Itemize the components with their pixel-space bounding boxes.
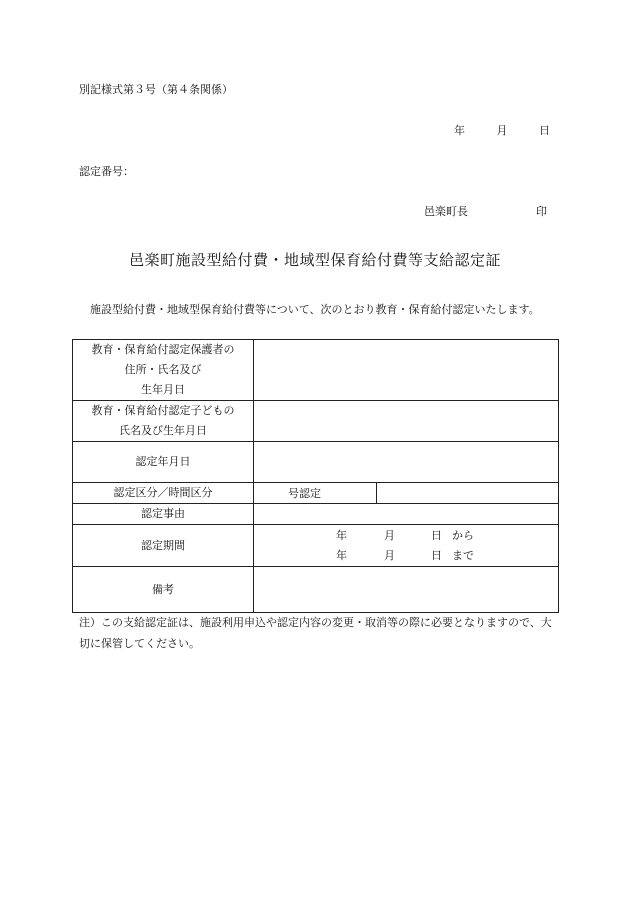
table-row-child	[73, 401, 559, 442]
guardian-label: 教育・保育給付認定保護者の 住所・氏名及び 生年月日	[73, 340, 254, 401]
period-to: 年 月 日 まで	[336, 548, 474, 562]
table-row-period	[73, 525, 559, 567]
guardian-value	[254, 340, 559, 401]
table-row-reason	[73, 504, 559, 525]
issue-date-month: 月	[496, 124, 508, 137]
child-label: 教育・保育給付認定子どもの 氏名及び生年月日	[73, 401, 254, 442]
period-from: 年 月 日 から	[336, 528, 474, 542]
time-category-value	[377, 483, 559, 504]
remarks-value	[254, 567, 559, 613]
certification-table	[72, 339, 559, 613]
table-row-cert-date	[73, 442, 559, 483]
period-value	[254, 525, 559, 567]
mayor-signature-line	[424, 203, 547, 219]
cert-date-value	[254, 442, 559, 483]
period-label: 認定期間	[73, 525, 254, 567]
child-value	[254, 401, 559, 442]
mayor-title: 邑楽町長	[424, 205, 468, 218]
intro-paragraph: 施設型給付費・地域型保育給付費等について、次のとおり教育・保育給付認定いたします。	[90, 303, 540, 316]
seal-mark: 印	[536, 205, 547, 218]
table-row-category	[73, 483, 559, 504]
table-row-guardian	[73, 340, 559, 401]
form-number: 別記様式第３号（第４条関係）	[79, 83, 233, 96]
reason-label: 認定事由	[73, 504, 254, 525]
certification-number-label: 認定番号：	[79, 165, 134, 178]
footer-note: 注）この支給認定証は、施設利用申込や認定内容の変更・取消等の際に必要となりますので、大切に保管してください。	[79, 616, 552, 650]
issue-date	[436, 122, 550, 138]
remarks-label: 備考	[73, 567, 254, 613]
reason-value	[254, 504, 559, 525]
table-row-remarks	[73, 567, 559, 613]
cert-date-label: 認定年月日	[73, 442, 254, 483]
category-value: 号認定	[254, 483, 377, 504]
issue-date-day: 日	[539, 124, 550, 137]
document-title: 邑楽町施設型給付費・地域型保育給付費等支給認定証	[128, 251, 501, 269]
issue-date-year: 年	[454, 124, 465, 137]
category-label: 認定区分／時間区分	[73, 483, 254, 504]
